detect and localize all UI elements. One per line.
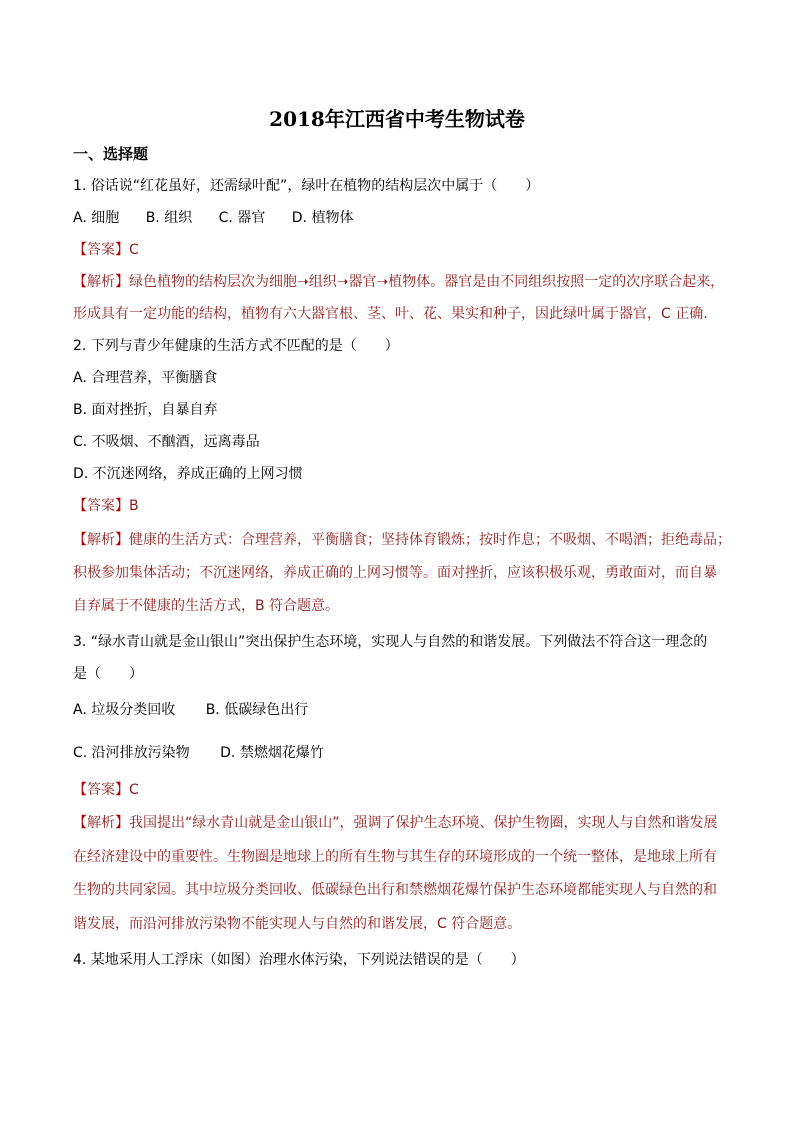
q2-option-a: A. 合理营养，平衡膳食 <box>73 370 218 386</box>
page-title: 2018年江西省中考生物试卷 <box>269 107 525 131</box>
question-3-analysis-line-1: 【解析】我国提出“绿水青山就是金山银山”，强调了保护生态环境、保护生物圈，实现人与自然和谐发展 <box>73 815 718 831</box>
question-1-options <box>73 209 733 227</box>
question-2-answer: 【答案】B <box>73 498 139 514</box>
q3-option-a: A. 垃圾分类回收 <box>73 702 176 718</box>
question-1-analysis-line-2: 形成具有一定功能的结构，植物有六大器官根、茎、叶、花、果实和种子，因此绿叶属于器官，C 正确. <box>73 306 708 322</box>
q1-option-a: A. 细胞 <box>73 210 120 226</box>
question-4-stem: 4. 某地采用人工浮床（如图）治理水体污染，下列说法错误的是（ ） <box>73 952 525 968</box>
q1-answer-value: C <box>129 242 139 258</box>
q2-option-b: B. 面对挫折，自暴自弃 <box>73 402 218 418</box>
q1-option-b: B. 组织 <box>145 210 193 226</box>
question-3-analysis-line-3: 生物的共同家园。其中垃圾分类回收、低碳绿色出行和禁燃烟花爆竹保护生态环境都能实现人与自然的和 <box>73 882 717 898</box>
q3-answer-value: C <box>129 782 139 798</box>
q2-option-c: C. 不吸烟、不酗酒，远离毒品 <box>73 434 260 450</box>
q1-option-c: C. 器官 <box>218 210 266 226</box>
question-1-answer: 【答案】C <box>73 242 139 258</box>
q3-option-d: D. 禁燃烟花爆竹 <box>220 745 324 761</box>
question-2-analysis-line-2: 积极参加集体活动；不沉迷网络，养成正确的上网习惯等。面对挫折，应该积极乐观，勇敢面对，而自暴 <box>73 565 717 581</box>
section-heading: 一、选择题 <box>73 145 149 163</box>
question-2-analysis-line-3: 自弃属于不健康的生活方式，B 符合题意。 <box>73 598 340 614</box>
q2-option-d: D. 不沉迷网络，养成正确的上网习惯 <box>73 466 303 482</box>
question-3-analysis-line-2: 在经济建设中的重要性。生物圈是地球上的所有生物与其生存的环境形成的一个统一整体，是地球上所有 <box>73 849 717 865</box>
analysis-label: 解析 <box>87 274 115 290</box>
answer-label: 答案 <box>87 242 115 258</box>
question-3-stem-line-1: 3. “绿水青山就是金山银山”突出保护生态环境，实现人与自然的和谐发展。下列做法不符合这一理念的 <box>73 634 708 650</box>
q2-answer-value: B <box>129 498 139 514</box>
q3-option-b: B. 低碳绿色出行 <box>205 702 309 718</box>
question-2-analysis-line-1: 【解析】健康的生活方式：合理营养，平衡膳食；坚持体育锻炼；按时作息；不吸烟、不喝酒；拒绝毒品； <box>73 532 731 548</box>
question-1-analysis-line-1: 【解析】绿色植物的结构层次为细胞➝组织➝器官➝植物体。器官是由不同组织按照一定的次序联合起来， <box>73 274 725 290</box>
question-2-stem: 2. 下列与青少年健康的生活方式不匹配的是（ ） <box>73 338 399 354</box>
question-3-options-row-1 <box>73 701 733 719</box>
question-1-stem: 1. 俗话说“红花虽好，还需绿叶配”，绿叶在植物的结构层次中属于（ ） <box>73 178 540 194</box>
question-3-answer: 【答案】C <box>73 782 139 798</box>
question-3-options-row-2 <box>73 744 733 762</box>
q3-option-c: C. 沿河排放污染物 <box>73 745 190 761</box>
question-3-analysis-line-4: 谐发展，而沿河排放污染物不能实现人与自然的和谐发展，C 符合题意。 <box>73 916 522 932</box>
question-3-stem-line-2: 是（ ） <box>73 666 143 682</box>
q1-option-d: D. 植物体 <box>291 210 354 226</box>
